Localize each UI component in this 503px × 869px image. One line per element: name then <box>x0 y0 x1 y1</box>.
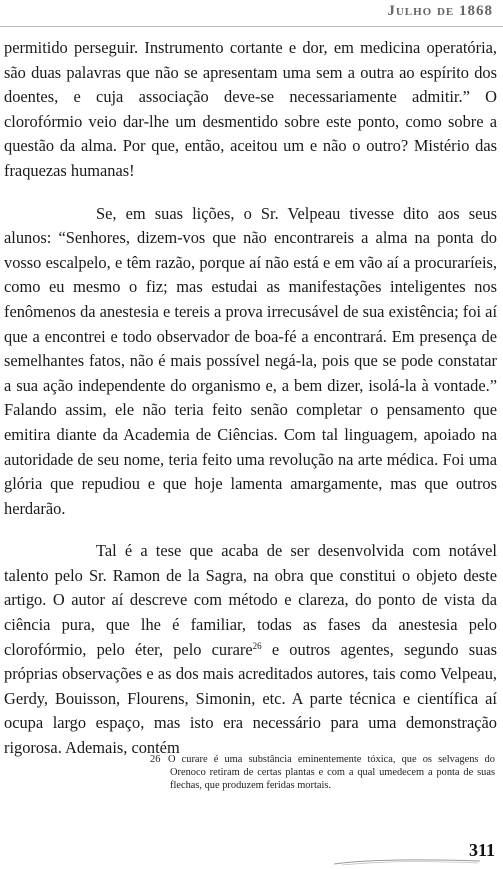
footnote <box>150 753 495 793</box>
footnote-text: O curare é uma substância eminentemente tóxica, que os selvagens do Orenoco retiram de certas plantas e com a qual umedecem a ponta de suas flechas, que produzem feridas mortais. <box>168 754 495 792</box>
footnote-number: 26 <box>150 754 161 765</box>
paragraph-2: Se, em suas lições, o Sr. Velpeau tivesse dito aos seus alunos: “Senhores, dizem-vos que não encontrareis a alma na ponta do vosso escalpelo, e têm razão, porque aí não está e em vão aí a procuraríeis, como eu mesmo o fiz; mas estudai as manifestações inteligentes nos fenômenos da anestesia e tereis a prova irrecusável de sua existência; foi aí que a encontrei e todo observador de boa-fé a encontrará. Em presença de semelhantes fatos, não é mais possível negá-la, pois que se pode constatar a sua ação independente do organismo e, a bem dizer, isolá-la à vontade.” Falando assim, ele não teria feito senão completar o pensamento que emitira diante da Academia de Ciências. Com tal linguagem, apoiado na autoridade de seu nome, teria feito uma revolução na arte médica. Foi uma glória que repudiou e que hoje lamenta amargamente, mas que outros herdarão. <box>4 203 497 518</box>
paragraph-1: permitido perseguir. Instrumento cortante e dor, em medicina operatória, são duas palavras que não se apresentam uma sem a outra ao espírito dos doentes, e cuja associação deve-se necessariamente admitir.” O clorofórmio veio dar-lhe um desmentido sobre este ponto, como sobre a questão da alma. Por que, então, aceitou um e não o outro? Mistério das fraquezas humanas! <box>4 38 497 180</box>
page-number: 311 <box>468 840 495 860</box>
page-ornament <box>332 858 482 866</box>
paragraph-3-text-before: Tal é a tese que acaba de ser desenvolvida com notável talento pelo Sr. Ramon de la Sagra, na obra que constitui o objeto deste artigo. O autor aí descreve com método e clareza, do ponto de vista da ciência pura, que lhe é familiar, todas as fases da anestesia pelo clorofórmio, pelo éter, pelo curare <box>4 541 497 659</box>
footnote-reference: 26 <box>252 640 262 651</box>
paragraph-3-text-after: e outros agentes, segundo suas próprias observações e as dos mais acreditados autores, tais como Velpeau, Gerdy, Bouisson, Flourens, Simonin, etc. A parte técnica e científica aí ocupa largo espaço, mas isto era necessário para uma demonstração rigorosa. Ademais, contém <box>4 639 498 758</box>
paragraph-3 <box>4 539 497 760</box>
page-body <box>4 36 497 761</box>
running-header: Julho de 1868 <box>387 3 493 19</box>
